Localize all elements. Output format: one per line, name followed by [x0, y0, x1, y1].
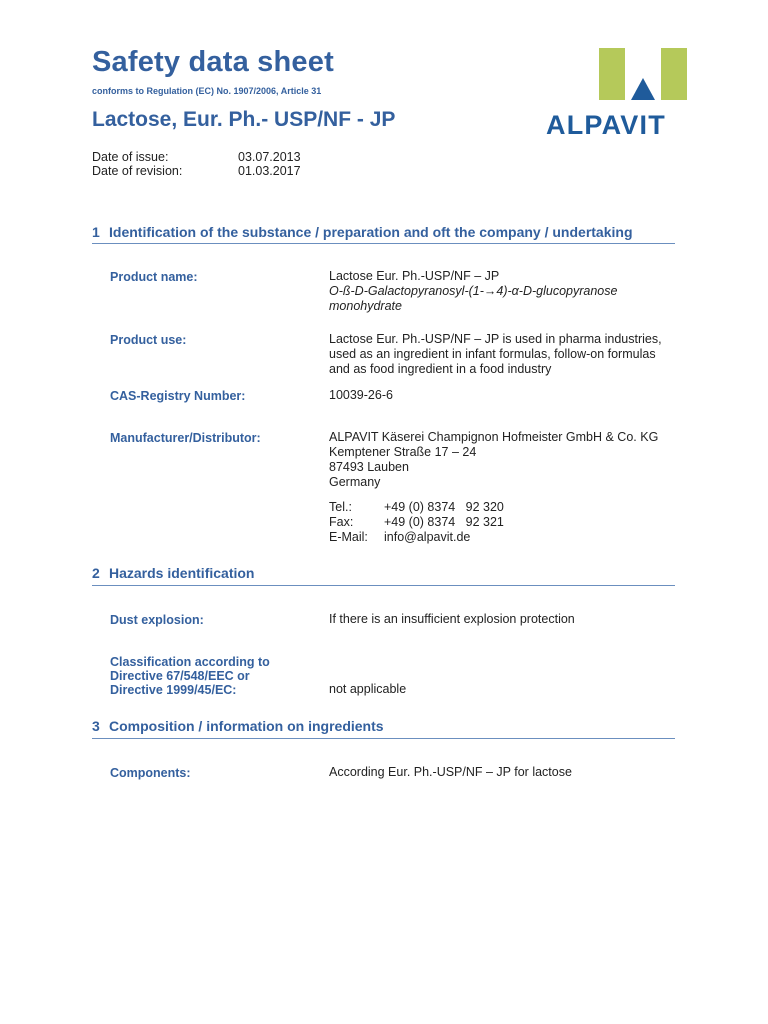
product-name-chemical-cont: monohydrate — [329, 299, 402, 313]
fax-key: Fax: — [329, 515, 354, 529]
revision-date-value: 01.03.2017 — [238, 164, 301, 178]
section-number: 2 — [92, 565, 100, 581]
issue-date-label: Date of issue: — [92, 150, 169, 164]
dust-explosion-label: Dust explosion: — [110, 613, 204, 627]
tel-key: Tel.: — [329, 500, 352, 514]
address-line: Kemptener Straße 17 – 24 — [329, 445, 477, 459]
issue-date-value: 03.07.2013 — [238, 150, 301, 164]
logo-white-peak — [625, 48, 661, 78]
product-use-line: Lactose Eur. Ph.-USP/NF – JP is used in pharma industries, — [329, 332, 662, 346]
section-1-heading — [92, 224, 633, 240]
cas-value: 10039-26-6 — [329, 388, 393, 402]
section-title: Composition / information on ingredients — [109, 718, 384, 734]
section-3-divider — [92, 738, 675, 739]
classification-label — [110, 655, 270, 697]
product-use-line: and as food ingredient in a food industry — [329, 362, 552, 376]
section-2-divider — [92, 585, 675, 586]
section-1-divider — [92, 243, 675, 244]
address-line: ALPAVIT Käserei Champignon Hofmeister GmbH & Co. KG — [329, 430, 659, 444]
cas-label: CAS-Registry Number: — [110, 389, 246, 403]
product-name-chemical: O-ß-D-Galactopyranosyl-(1-→4)-α-D-glucopyranose — [329, 284, 618, 298]
document-title: Safety data sheet — [92, 46, 334, 78]
classification-line: Directive 67/548/EEC or — [110, 669, 250, 683]
logo-blue-triangle — [631, 78, 655, 100]
section-title: Hazards identification — [109, 565, 255, 581]
product-use-line: used as an ingredient in infant formulas, follow-on formulas — [329, 347, 656, 361]
section-number: 1 — [92, 224, 100, 240]
dust-explosion-value: If there is an insufficient explosion protection — [329, 612, 575, 626]
section-number: 3 — [92, 718, 100, 734]
contact-block — [329, 500, 504, 545]
section-3-heading — [92, 718, 384, 734]
product-use-label: Product use: — [110, 333, 187, 347]
section-2-heading — [92, 565, 254, 581]
product-use-value — [329, 332, 662, 377]
product-name-text: Lactose Eur. Ph.-USP/NF – JP — [329, 269, 500, 283]
regulation-note: conforms to Regulation (EC) No. 1907/2006, Article 31 — [92, 86, 322, 96]
classification-value: not applicable — [329, 682, 407, 696]
components-value: According Eur. Ph.-USP/NF – JP for lactose — [329, 765, 572, 779]
classification-line: Directive 1999/45/EC: — [110, 683, 237, 697]
fax-row — [329, 515, 504, 530]
manufacturer-address — [329, 430, 658, 490]
product-title: Lactose, Eur. Ph.- USP/NF - JP — [92, 108, 396, 131]
logo-wordmark: ALPAVIT — [546, 110, 666, 140]
address-line: Germany — [329, 475, 381, 489]
fax-value: +49 (0) 8374 92 321 — [384, 515, 504, 529]
manufacturer-label: Manufacturer/Distributor: — [110, 431, 261, 445]
email-key: E-Mail: — [329, 530, 368, 544]
email-link[interactable]: info@alpavit.de — [384, 530, 471, 544]
section-title: Identification of the substance / preparation and oft the company / undertaking — [109, 224, 633, 240]
revision-date-label: Date of revision: — [92, 164, 183, 178]
tel-row — [329, 500, 504, 515]
email-row — [329, 530, 504, 545]
tel-value: +49 (0) 8374 92 320 — [384, 500, 504, 514]
classification-line: Classification according to — [110, 655, 270, 669]
product-name-value — [329, 269, 617, 314]
address-line: 87493 Lauben — [329, 460, 409, 474]
product-name-label: Product name: — [110, 270, 198, 284]
components-label: Components: — [110, 766, 191, 780]
